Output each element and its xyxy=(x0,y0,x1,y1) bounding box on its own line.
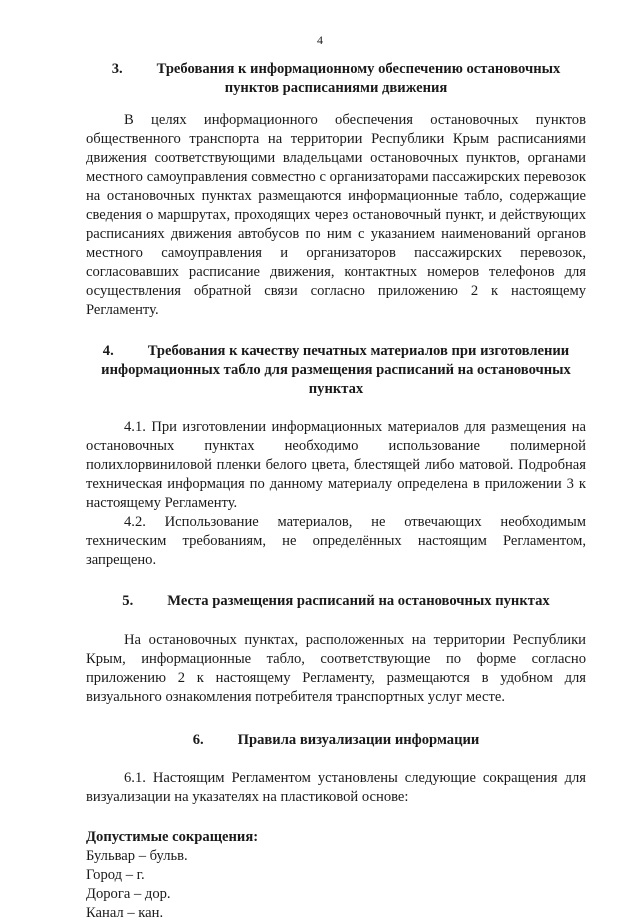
section-4-paragraph-2: 4.2. Использование материалов, не отвечающих необходимым техническим требованиям, не определённых настоящим Регламентом, запрещено. xyxy=(86,514,586,568)
abbreviation-item: Дорога – дор. xyxy=(86,886,171,902)
section-5-heading xyxy=(86,592,586,611)
abbreviation-item: Город – г. xyxy=(86,867,145,883)
section-4-heading xyxy=(86,342,586,399)
abbreviation-item: Бульвар – бульв. xyxy=(86,848,188,864)
section-6-heading xyxy=(86,731,586,750)
section-3-number: 3. xyxy=(111,61,123,77)
section-3-paragraph: В целях информационного обеспечения остановочных пунктов общественного транспорта на территории Республики Крым расписаниями движения соответствующими владельцами остановочных пунктов, органами местного самоуправления совместно с организаторами пассажирских перевозок на остановочных пунктах размещаются информационные табло, содержащие сведения о маршрутах, проходящих через остановочный пункт, и действующих расписаниях движения автобусов по ним с указанием наименований органов местного самоуправления и организаторов пассажирских перевозок, согласовавших расписание движения, контактных номеров телефонов для осуществления обратной связи согласно приложению 2 к настоящему Регламенту. xyxy=(86,112,586,318)
section-3-heading xyxy=(86,60,586,98)
section-5-title: Места размещения расписаний на остановочных пунктах xyxy=(167,593,550,609)
page-number: 4 xyxy=(317,33,323,47)
section-6-number: 6. xyxy=(192,732,204,748)
section-6-title: Правила визуализации информации xyxy=(237,732,480,748)
section-4-number: 4. xyxy=(102,343,114,359)
document-content xyxy=(86,60,586,923)
abbreviations-title: Допустимые сокращения: xyxy=(86,829,259,845)
section-5-paragraph: На остановочных пунктах, расположенных на территории Республики Крым, информационные табло, соответствующие по форме согласно приложению 2 к настоящему Регламенту, размещаются в удобном для визуального ознакомления потребителя транспортных услуг месте. xyxy=(86,632,586,705)
abbreviation-item: Канал – кан. xyxy=(86,905,164,921)
section-5-number: 5. xyxy=(122,593,134,609)
section-4-paragraph-1: 4.1. При изготовлении информационных материалов для размещения на остановочных пунктах необходимо использование полимерной полихлорвиниловой пленки белого цвета, блестящей либо матовой. Подробная техническая информация по данному материалу определена в приложении 3 к настоящему Регламенту. xyxy=(86,419,586,511)
section-3-title: Требования к информационному обеспечению остановочных пунктов расписаниями движения xyxy=(156,61,561,96)
section-4-title: Требования к качеству печатных материалов при изготовлении информационных табло для размещения расписаний на остановочных пунктах xyxy=(101,343,571,397)
section-6-paragraph: 6.1. Настоящим Регламентом установлены следующие сокращения для визуализации на указателях на пластиковой основе: xyxy=(86,770,586,805)
abbreviations-list xyxy=(86,847,586,923)
